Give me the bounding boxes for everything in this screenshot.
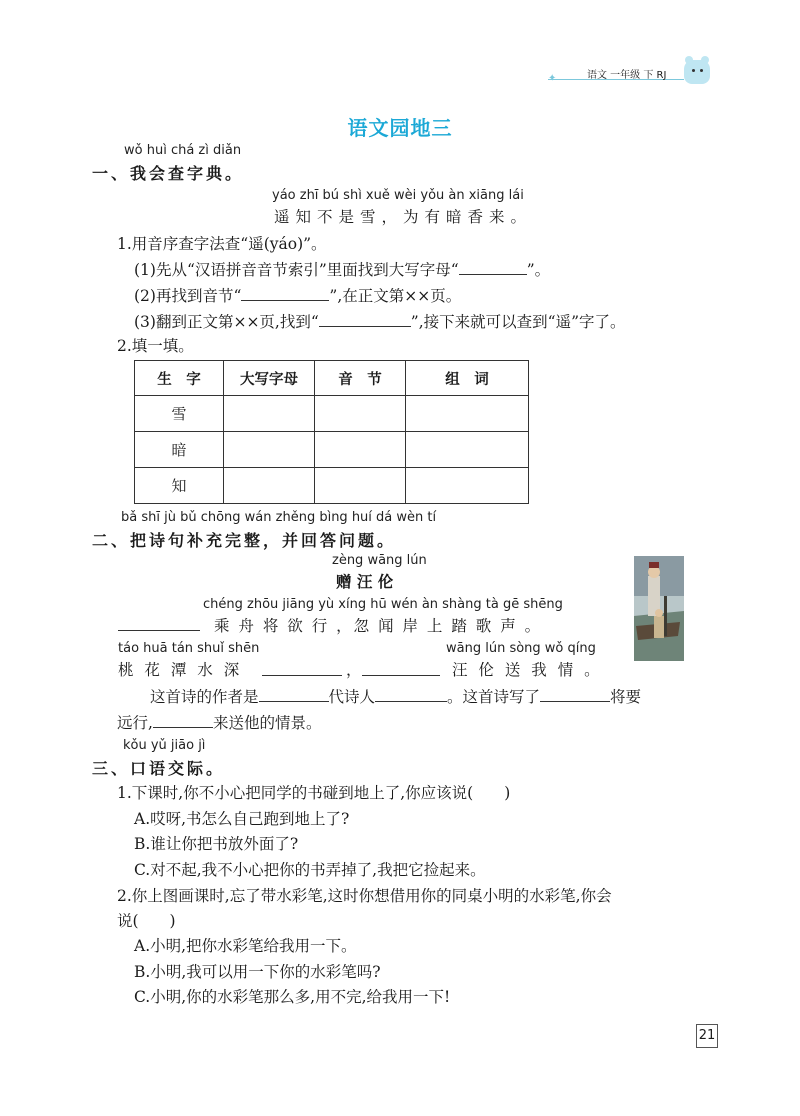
poem-comma: ， — [346, 661, 362, 679]
poem-line2-a: 桃 花 潭 水 深 — [118, 661, 243, 679]
table-cell-char: 知 — [135, 468, 224, 504]
section1-heading: 一、我会查字典。 — [92, 164, 245, 183]
question-2-line1: 这首诗的作者是 代诗人 。这首诗写了 将要 — [150, 688, 642, 706]
table-cell-blank[interactable] — [315, 396, 406, 432]
section1-pinyin: wǒ huì chá zì diǎn — [124, 143, 242, 158]
poem-title: 赠 汪 伦 — [336, 573, 394, 591]
answer-blank[interactable] — [362, 675, 440, 676]
bear-mascot-icon — [684, 60, 710, 84]
poem-line2-pinyin-a: táo huā tán shuǐ shēn — [118, 641, 260, 656]
section3-heading: 三、口语交际。 — [92, 759, 226, 778]
poem-line2-b: 汪 伦 送 我 情 。 — [452, 661, 603, 679]
question-2-line2: 远行, 来送他的情景。 — [117, 714, 322, 732]
poem-line2-pinyin-b: wāng lún sòng wǒ qíng — [446, 641, 596, 656]
table-cell-char: 雪 — [135, 396, 224, 432]
option-3-1-b[interactable]: B.谁让你把书放外面了? — [134, 835, 299, 853]
poem-line1: 乘 舟 将 欲 行 ，忽 闻 岸 上 踏 歌 声 。 — [214, 617, 543, 635]
answer-blank[interactable] — [153, 713, 213, 728]
table-header: 组 词 — [406, 361, 529, 396]
table-row — [135, 468, 529, 504]
poem-pinyin: yáo zhī bú shì xuě wèi yǒu àn xiāng lái — [272, 188, 524, 203]
table-cell-blank[interactable] — [406, 396, 529, 432]
table-header: 大写字母 — [224, 361, 315, 396]
question-3-1: 1.下课时,你不小心把同学的书碰到地上了,你应该说( ) — [117, 784, 511, 802]
question-1-1-step1: (1)先从“汉语拼音音节索引”里面找到大写字母“ ”。 — [134, 261, 551, 279]
sparkle-icon: ✦ — [548, 73, 557, 84]
answer-blank[interactable] — [459, 260, 527, 275]
question-1-1-step2: (2)再找到音节“ ”,在正文第××页。 — [134, 287, 462, 305]
option-3-2-b[interactable]: B.小明,我可以用一下你的水彩笔吗? — [134, 963, 381, 981]
table-cell-blank[interactable] — [224, 432, 315, 468]
answer-blank[interactable] — [259, 687, 329, 702]
question-1-1-step3: (3)翻到正文第××页,找到“ ”,接下来就可以查到“遥”字了。 — [134, 313, 626, 331]
option-3-1-c[interactable]: C.对不起,我不小心把你的书弄掉了,我把它捡起来。 — [134, 861, 486, 879]
poem-line1-pinyin: chéng zhōu jiāng yù xíng hū wén àn shàng tà gē shēng — [203, 597, 563, 612]
table-cell-blank[interactable] — [224, 468, 315, 504]
question-3-2-line1: 2.你上图画课时,忘了带水彩笔,这时你想借用你的同桌小明的水彩笔,你会 — [117, 887, 612, 905]
answer-blank[interactable] — [241, 286, 329, 301]
poem-illustration — [634, 556, 684, 661]
table-cell-blank[interactable] — [315, 432, 406, 468]
answer-blank[interactable] — [540, 687, 610, 702]
answer-blank[interactable] — [319, 312, 411, 327]
option-3-2-a[interactable]: A.小明,把你水彩笔给我用一下。 — [134, 937, 357, 955]
option-3-1-a[interactable]: A.哎呀,书怎么自己跑到地上了? — [134, 810, 350, 828]
table-header-row — [135, 361, 529, 396]
table-cell-blank[interactable] — [406, 432, 529, 468]
poem-title-pinyin: zèng wāng lún — [332, 553, 427, 568]
table-row — [135, 396, 529, 432]
question-1-2: 2.填一填。 — [117, 337, 194, 355]
page-number: 21 — [696, 1024, 718, 1048]
table-cell-char: 暗 — [135, 432, 224, 468]
table-cell-blank[interactable] — [315, 468, 406, 504]
table-cell-blank[interactable] — [224, 396, 315, 432]
section3-pinyin: kǒu yǔ jiāo jì — [123, 738, 206, 753]
option-3-2-c[interactable]: C.小明,你的水彩笔那么多,用不完,给我用一下! — [134, 988, 451, 1006]
answer-blank[interactable] — [262, 675, 342, 676]
table-cell-blank[interactable] — [406, 468, 529, 504]
question-1-1: 1.用音序查字法查“遥(yáo)”。 — [117, 235, 327, 253]
answer-blank[interactable] — [375, 687, 447, 702]
section2-heading: 二、把诗句补充完整，并回答问题。 — [92, 531, 397, 550]
fill-table — [134, 360, 529, 504]
page-title: 语文园地三 — [347, 116, 453, 140]
answer-blank[interactable] — [118, 630, 200, 631]
table-row — [135, 432, 529, 468]
question-3-2-line2: 说( ) — [117, 912, 176, 930]
poem-line: 遥知不是雪，为有暗香来。 — [274, 208, 533, 226]
table-header: 生 字 — [135, 361, 224, 396]
section2-pinyin: bǎ shī jù bǔ chōng wán zhěng bìng huí dá wèn tí — [121, 510, 437, 525]
table-header: 音 节 — [315, 361, 406, 396]
header-label: 语文 一年级 下 RJ — [587, 70, 667, 81]
